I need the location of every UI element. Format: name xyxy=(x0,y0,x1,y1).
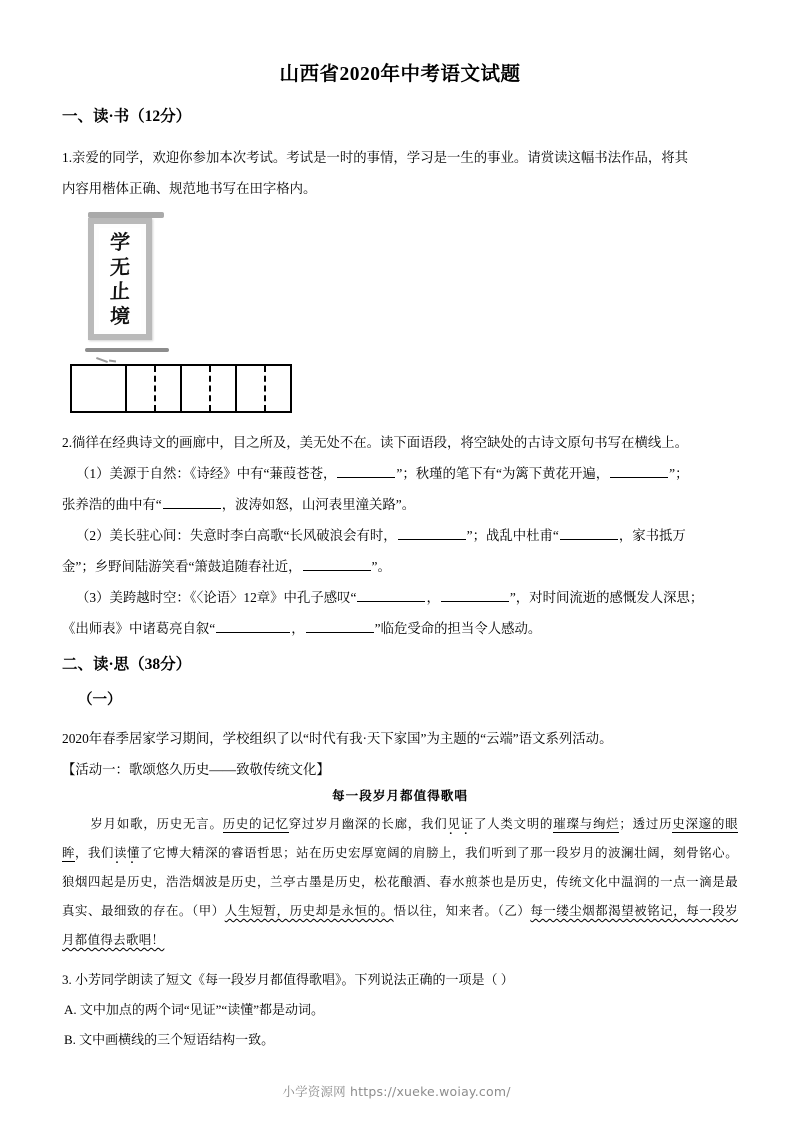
section-heading-2: 二、读·思（38分） xyxy=(62,656,192,674)
essay-underline-3: 史深邃的眼眸 xyxy=(62,817,738,861)
answer-blank-3-2[interactable] xyxy=(441,588,509,602)
scroll-inner-paper xyxy=(99,228,141,330)
question-1-line-2: 内容用楷体正确、规范地书写在田字格内。 xyxy=(62,181,317,197)
grid-cell-dashed-divider xyxy=(209,366,211,411)
answer-blank-3-1[interactable] xyxy=(357,588,425,602)
answer-blank-3-4[interactable] xyxy=(306,619,374,633)
essay-text-c: 了人类文明的 xyxy=(473,817,554,832)
item-3-text-e: ， xyxy=(291,621,305,637)
answer-blank-1-3[interactable] xyxy=(163,495,221,509)
scroll-char-4: 境 xyxy=(109,303,131,328)
question-2-item-1-cont xyxy=(62,489,738,520)
essay-emphasis-dots-2: 读懂 ·· xyxy=(114,846,140,860)
essay-text-g: 悟以往，知来者。（乙） xyxy=(393,904,531,919)
question-2-item-3-cont xyxy=(62,613,738,644)
tianzige-grid xyxy=(70,364,292,413)
scroll-rod-top xyxy=(88,212,164,218)
scroll-rod-bottom xyxy=(85,348,169,352)
question-2-item-2-cont xyxy=(62,551,738,582)
answer-blank-2-2[interactable] xyxy=(560,526,618,540)
question-2-stem: 2.徜徉在经典诗文的画廊中，目之所及，美无处不在。读下面语段，将空缺处的古诗文原句书写在横线上。 xyxy=(62,435,689,451)
item-2-text-e: ”。 xyxy=(371,559,391,575)
essay-underline-2: 璀璨与绚烂 xyxy=(553,817,620,832)
item-label-2: （2） xyxy=(76,528,110,544)
tianzige-grid-wrapper xyxy=(70,364,738,413)
footer-watermark: 小学资源网 https://xueke.woiay.com/ xyxy=(282,1084,511,1099)
essay-paragraph xyxy=(62,810,738,955)
item-label-3: （3） xyxy=(76,590,110,606)
essay-text-f: 了它博大精深的睿语哲思；站在历史宏厚宽阔的肩膀上，我们听到了那一段岁月的波澜壮阔，刻骨铭心。狼烟四起是历史，浩浩烟波是历史，兰亭古墨是历史，松花酿酒、春水煎茶也是历史，传统文化中温润的一点一滴是最真实、最细致的存在。（甲） xyxy=(62,846,738,919)
scroll-tassel xyxy=(96,356,122,362)
calligraphy-scroll-image xyxy=(88,218,166,340)
item-1-text-a: 美源于自然：《诗经》中有“蒹葭苍苍， xyxy=(109,466,337,482)
essay-title: 每一段岁月都值得歌唱 xyxy=(332,789,468,804)
question-1-line-1: 1.亲爱的同学，欢迎你参加本次考试。考试是一时的事情，学习是一生的事业。请赏读这幅书法作品，将其 xyxy=(62,150,689,166)
item-2-text-b: ”；战乱中杜甫“ xyxy=(466,528,559,544)
item-1-text-b: ”；秋瑾的笔下有“为篱下黄花开遍， xyxy=(396,466,610,482)
item-2-text-d: 金”；乡野间陆游笑看“箫鼓追随春社近， xyxy=(62,559,302,575)
scroll-char-1: 学 xyxy=(109,230,131,255)
scroll-char-2: 无 xyxy=(109,254,131,280)
item-1-text-c: ”； xyxy=(669,466,689,482)
question-3-option-b[interactable]: B. 文中画横线的三个短语结构一致。 xyxy=(64,1032,275,1048)
grid-cell-4[interactable] xyxy=(237,366,290,411)
question-3-option-a[interactable]: A. 文中加点的两个词“见证”“读懂”都是动词。 xyxy=(64,1002,324,1018)
answer-blank-2-3[interactable] xyxy=(303,557,371,571)
grid-cell-dashed-divider xyxy=(154,366,156,411)
answer-blank-3-3[interactable] xyxy=(216,619,290,633)
answer-blank-1-2[interactable] xyxy=(610,464,668,478)
subsection-heading: （一） xyxy=(78,691,122,708)
item-label-1: （1） xyxy=(76,466,110,482)
question-2-item-2 xyxy=(62,520,738,551)
scroll-char-3: 止 xyxy=(109,278,131,304)
scroll-frame xyxy=(88,218,152,340)
essay-wavy-underline-2: 每一缕尘烟都渴望被铭记，每一段岁月都值得去歌唱！ xyxy=(62,904,739,948)
essay-text-d: ；透过历 xyxy=(619,817,673,832)
essay-text-b: 穿过岁月幽深的长廊，我们 xyxy=(288,817,448,832)
section-heading-1: 一、读·书（12分） xyxy=(62,108,192,126)
item-3-text-a: 美跨越时空：《〈论语〉12章》中孔子感叹“ xyxy=(109,590,357,606)
question-3-stem: 3. 小芳同学朗读了短文《每一段岁月都值得歌唱》。下列说法正确的一项是（ ） xyxy=(62,972,514,988)
essay-wavy-underline-1: 人生短暂，历史却是永恒的。 xyxy=(224,904,394,919)
answer-blank-1-1[interactable] xyxy=(337,464,395,478)
item-1-text-d: 张养浩的曲中有“ xyxy=(62,497,162,513)
item-3-text-d: 《出师表》中诸葛亮自叙“ xyxy=(62,621,216,637)
grid-cell-dashed-divider xyxy=(264,366,266,411)
essay-text-e: ，我们 xyxy=(75,846,115,861)
activity-label: 【活动一：歌颂悠久历史——致敬传统文化】 xyxy=(62,762,330,778)
grid-cell-3[interactable] xyxy=(182,366,237,411)
question-2-item-1 xyxy=(62,458,738,489)
item-2-text-c: ，家书抵万 xyxy=(618,528,686,544)
essay-text-a: 岁月如歌，历史无言。 xyxy=(90,817,223,832)
item-1-text-e: ，波涛如怒，山河表里潼关路”。 xyxy=(221,497,416,513)
grid-cell-2[interactable] xyxy=(127,366,182,411)
section2-intro: 2020年春季居家学习期间，学校组织了以“时代有我·天下家国”为主题的“云端”语文系列活动。 xyxy=(62,731,613,747)
item-2-text-a: 美长驻心间：失意时李白高歌“长风破浪会有时， xyxy=(109,528,397,544)
essay-emphasis-dots-1: 见证 ·· xyxy=(447,817,473,831)
grid-cell-1[interactable] xyxy=(72,366,127,411)
essay-underline-1: 历史的记忆 xyxy=(222,817,289,832)
answer-blank-2-1[interactable] xyxy=(398,526,466,540)
page-title: 山西省2020年中考语文试题 xyxy=(279,64,521,85)
question-2-item-3 xyxy=(62,582,738,613)
item-3-text-c: ”，对时间流逝的感慨发人深思； xyxy=(509,590,704,606)
item-3-text-f: ”临危受命的担当令人感动。 xyxy=(374,621,542,637)
item-3-text-b: ， xyxy=(426,590,440,606)
